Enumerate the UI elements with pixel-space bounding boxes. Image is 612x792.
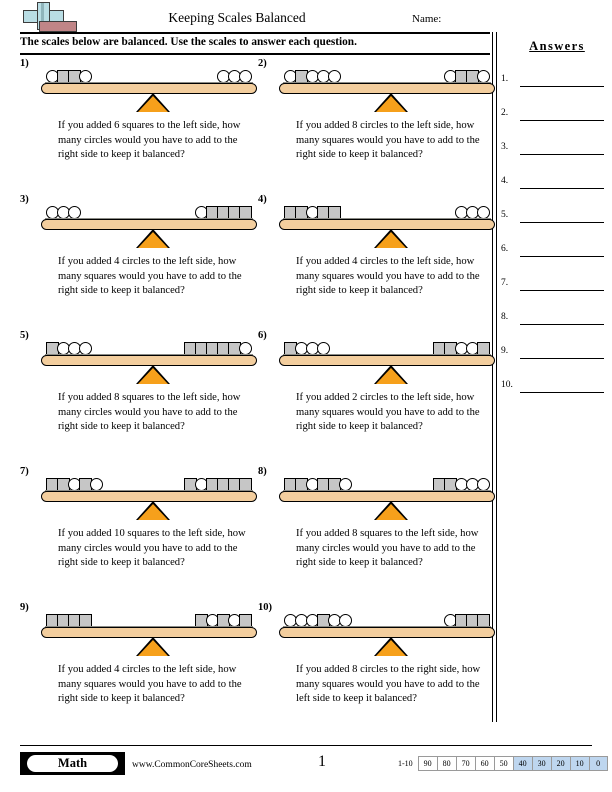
grading-scale-cell: 60 — [475, 756, 494, 771]
page-number: 1 — [318, 753, 326, 770]
scale-right-shapes — [434, 341, 489, 355]
grading-scale-cell: 20 — [551, 756, 570, 771]
scale-fulcrum-icon — [138, 232, 168, 248]
problem-question-text: If you added 8 squares to the left side, how many circles would you have to add to the right side to keep it balanced? — [58, 392, 241, 433]
problem-number: 5) — [20, 330, 29, 341]
problem-question-text: If you added 10 squares to the left side, how many circles would you have to add to the right side to keep it balanced? — [58, 528, 246, 569]
grading-scale-range: 1-10 — [398, 759, 413, 768]
site-url: www.CommonCoreSheets.com — [132, 760, 252, 770]
grading-scale-cell: 0 — [589, 756, 608, 771]
problem-question-text: If you added 6 squares to the left side, how many circles would you have to add to the right side to keep it balanced? — [58, 120, 241, 161]
math-badge — [20, 752, 125, 775]
answers-panel-rule — [496, 32, 497, 722]
balance-scale-diagram — [279, 341, 495, 387]
grading-scale-cell: 10 — [570, 756, 589, 771]
problem-question-text: If you added 8 squares to the left side, how many circles would you have to add to the right side to keep it balanced? — [296, 528, 479, 569]
problem-number: 4) — [258, 194, 267, 205]
answer-number: 7. — [501, 278, 509, 288]
scale-fulcrum-icon — [376, 640, 406, 656]
scale-fulcrum-icon — [376, 232, 406, 248]
answer-blank-line[interactable] — [520, 86, 604, 87]
scale-pans — [41, 205, 257, 219]
answer-row — [501, 176, 611, 210]
scale-pans — [41, 477, 257, 491]
answer-blank-line[interactable] — [520, 120, 604, 121]
scale-left-shapes — [285, 613, 351, 627]
scale-left-shapes — [285, 205, 340, 219]
scale-fulcrum-icon — [376, 96, 406, 112]
scale-left-shapes — [285, 69, 340, 83]
scale-pans — [41, 69, 257, 83]
scale-left-shapes — [47, 341, 91, 355]
scale-fulcrum-icon — [138, 368, 168, 384]
balance-scale-diagram — [41, 341, 257, 387]
problem-question-text: If you added 8 circles to the right side, how many squares would you have to add to the left side to keep it balanced? — [296, 664, 481, 705]
answer-blank-line[interactable] — [520, 290, 604, 291]
instructions-text: The scales below are balanced. Use the scales to answer each question. — [20, 36, 357, 48]
scale-right-shapes — [456, 205, 489, 219]
scale-fulcrum-icon — [138, 504, 168, 520]
scale-right-shapes — [196, 613, 251, 627]
answer-number: 8. — [501, 312, 509, 322]
balance-scale-diagram — [41, 69, 257, 115]
scale-left-shapes — [285, 477, 351, 491]
scale-right-shapes — [218, 69, 251, 83]
scale-fulcrum-icon — [138, 640, 168, 656]
grading-scale-cell: 30 — [532, 756, 551, 771]
balance-scale-diagram — [41, 613, 257, 659]
scale-fulcrum-icon — [138, 96, 168, 112]
answer-row — [501, 244, 611, 278]
scale-right-shapes — [185, 341, 251, 355]
answer-row — [501, 108, 611, 142]
answer-number: 5. — [501, 210, 509, 220]
answer-blank-line[interactable] — [520, 324, 604, 325]
problem-number: 2) — [258, 58, 267, 69]
answer-blank-line[interactable] — [520, 256, 604, 257]
answer-blank-line[interactable] — [520, 154, 604, 155]
answer-row — [501, 74, 611, 108]
grading-scale — [398, 756, 608, 771]
balance-scale-diagram — [41, 477, 257, 523]
answer-blank-line[interactable] — [520, 358, 604, 359]
answer-number: 10. — [501, 380, 513, 390]
answers-title: Answers — [529, 39, 585, 53]
scale-left-shapes — [47, 613, 91, 627]
answer-number: 4. — [501, 176, 509, 186]
scale-left-shapes — [285, 341, 329, 355]
scale-left-shapes — [47, 205, 80, 219]
page-header — [0, 0, 612, 33]
answer-row — [501, 278, 611, 312]
balance-scale-diagram — [279, 613, 495, 659]
answer-blank-line[interactable] — [520, 188, 604, 189]
answer-row — [501, 210, 611, 244]
problem-question-text: If you added 4 circles to the left side, how many squares would you have to add to the right side to keep it balanced? — [296, 256, 480, 297]
answer-blank-line[interactable] — [520, 222, 604, 223]
instructions-divider — [20, 53, 490, 55]
answer-blank-line[interactable] — [520, 392, 604, 393]
footer-divider — [20, 745, 592, 746]
scale-fulcrum-icon — [376, 504, 406, 520]
balance-scale-diagram — [279, 477, 495, 523]
answer-row — [501, 142, 611, 176]
problem-number: 6) — [258, 330, 267, 341]
scale-pans — [279, 69, 495, 83]
problem-number: 1) — [20, 58, 29, 69]
grading-scale-cell: 80 — [437, 756, 456, 771]
answer-number: 3. — [501, 142, 509, 152]
balance-scale-diagram — [279, 69, 495, 115]
answer-number: 1. — [501, 74, 509, 84]
scale-right-shapes — [445, 69, 489, 83]
answers-list — [501, 74, 611, 414]
scale-pans — [279, 341, 495, 355]
problem-number: 10) — [258, 602, 272, 613]
answer-number: 6. — [501, 244, 509, 254]
grading-scale-cell: 90 — [418, 756, 437, 771]
scale-pans — [279, 477, 495, 491]
scale-right-shapes — [434, 477, 489, 491]
scale-right-shapes — [196, 205, 251, 219]
problem-question-text: If you added 4 circles to the left side, how many squares would you have to add to the right side to keep it balanced? — [58, 664, 242, 705]
problem-number: 8) — [258, 466, 267, 477]
answer-number: 9. — [501, 346, 509, 356]
problem-number: 7) — [20, 466, 29, 477]
balance-scale-diagram — [279, 205, 495, 251]
grading-scale-cell: 50 — [494, 756, 513, 771]
answers-panel — [492, 32, 612, 722]
problem-question-text: If you added 4 circles to the left side, how many squares would you have to add to the right side to keep it balanced? — [58, 256, 242, 297]
problem-number: 9) — [20, 602, 29, 613]
answer-number: 2. — [501, 108, 509, 118]
scale-pans — [279, 205, 495, 219]
grading-scale-cell: 40 — [513, 756, 532, 771]
name-label: Name: — [412, 13, 442, 25]
scale-fulcrum-icon — [376, 368, 406, 384]
problem-question-text: If you added 2 circles to the left side, how many squares would you have to add to the right side to keep it balanced? — [296, 392, 480, 433]
math-badge-label: Math — [27, 755, 118, 772]
scale-right-shapes — [445, 613, 489, 627]
scale-pans — [279, 613, 495, 627]
problem-number: 3) — [20, 194, 29, 205]
page-title: Keeping Scales Balanced — [168, 10, 306, 25]
scale-pans — [41, 341, 257, 355]
balance-scale-diagram — [41, 205, 257, 251]
scale-right-shapes — [185, 477, 251, 491]
header-divider — [20, 32, 490, 34]
scale-pans — [41, 613, 257, 627]
scale-left-shapes — [47, 477, 102, 491]
grading-scale-cell: 70 — [456, 756, 475, 771]
answer-row — [501, 346, 611, 380]
answer-row — [501, 312, 611, 346]
problem-question-text: If you added 8 circles to the left side, how many squares would you have to add to the right side to keep it balanced? — [296, 120, 480, 161]
answer-row — [501, 380, 611, 414]
scale-left-shapes — [47, 69, 91, 83]
